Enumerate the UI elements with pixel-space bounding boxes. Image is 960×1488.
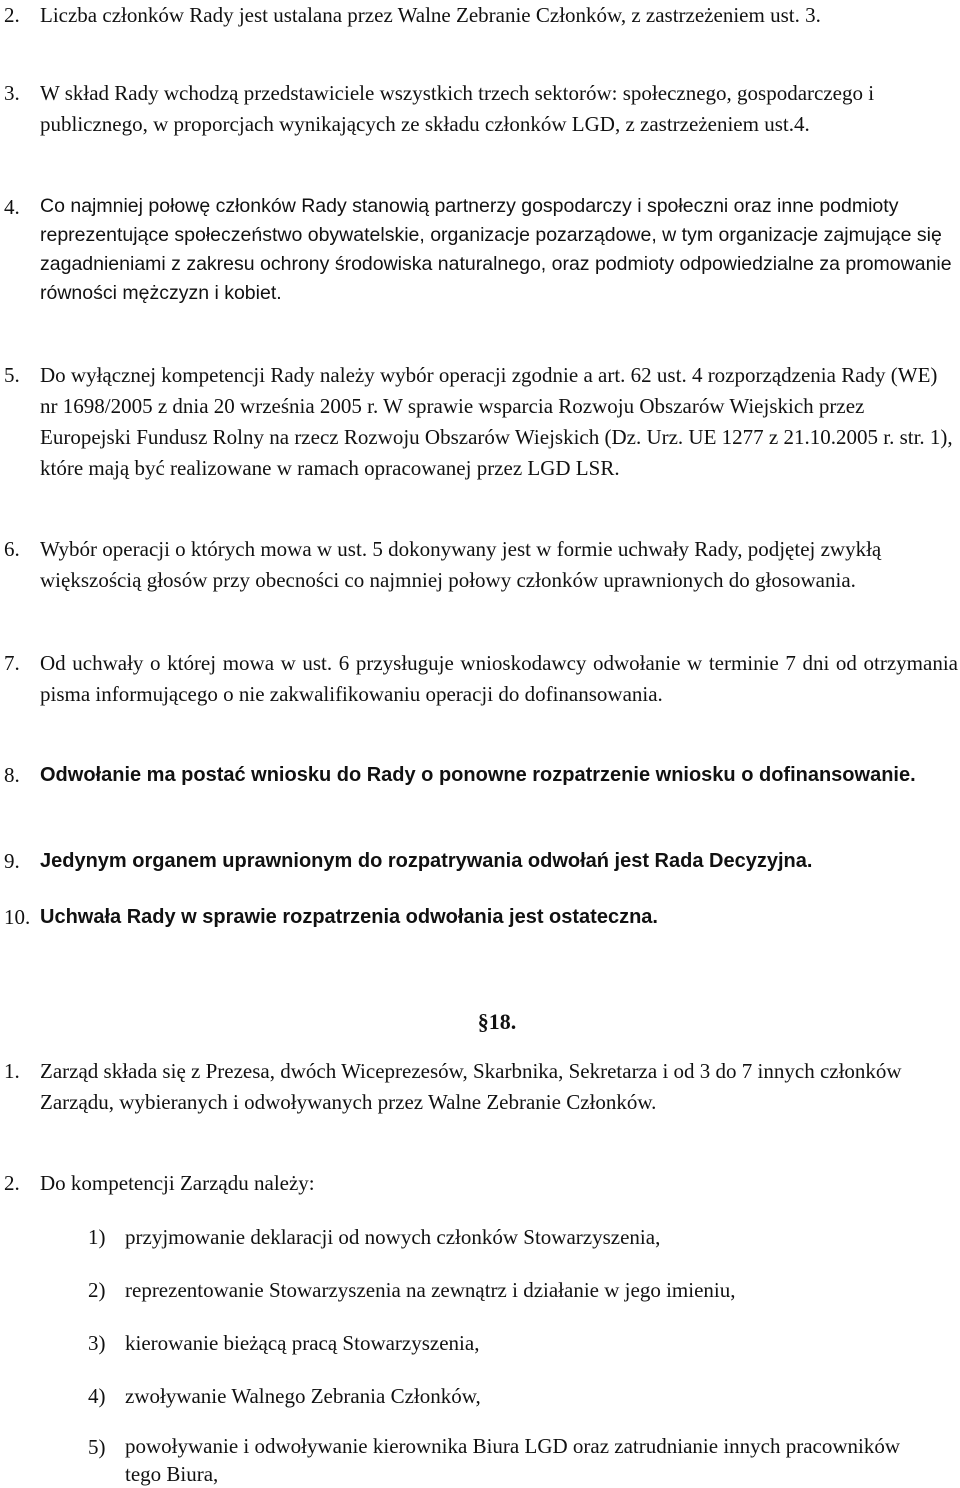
item-number: 2. bbox=[4, 3, 20, 27]
sub-item-number: 4) bbox=[88, 1384, 106, 1408]
item-number: 7. bbox=[4, 651, 20, 675]
sub-item-number: 2) bbox=[88, 1278, 106, 1302]
item-text: Do wyłącznej kompetencji Rady należy wybór operacji zgodnie a art. 62 ust. 4 rozporządzenia Rady (WE) nr 1698/2005 z dnia 20 września 2005 r. W sprawie wsparcia Rozwoju Obszarów Wiejskich przez Europejski Fundusz Rolny na rzecz Rozwoju Obszarów Wiejskich (Dz. Urz. UE 1277 z 21.10.2005 r. str. 1), które mają być realizowane w ramach opracowanej przez LGD LSR. bbox=[40, 363, 953, 480]
item-text: Wybór operacji o których mowa w ust. 5 dokonywany jest w formie uchwały Rady, podjętej zwykłą większością głosów przy obecności co najmniej połowy członków uprawnionych do głosowania. bbox=[40, 537, 882, 592]
item-text: Do kompetencji Zarządu należy: bbox=[40, 1171, 315, 1195]
sub-item-number: 5) bbox=[88, 1435, 106, 1459]
item-text: Jedynym organem uprawnionym do rozpatrywania odwołań jest Rada Decyzyjna. bbox=[40, 850, 813, 872]
item-number: 1. bbox=[4, 1059, 20, 1083]
item-number: 4. bbox=[4, 195, 20, 219]
item-text: Odwołanie ma postać wniosku do Rady o ponowne rozpatrzenie wniosku o dofinansowanie. bbox=[40, 764, 916, 786]
item-number: 5. bbox=[4, 363, 20, 387]
sub-item-text: kierowanie bieżącą pracą Stowarzyszenia, bbox=[125, 1331, 480, 1355]
item-text: Co najmniej połowę członków Rady stanowią partnerzy gospodarczy i społeczni oraz inne podmioty reprezentujące społeczeństwo obywatelskie, organizacje pozarządowe, w tym organizacje zajmujące się zagadnieniami z zakresu ochrony środowiska naturalnego, oraz podmioty odpowiedzialne za promowanie równości mężczyzn i kobiet. bbox=[40, 195, 952, 304]
sub-item-text: reprezentowanie Stowarzyszenia na zewnątrz i działanie w jego imieniu, bbox=[125, 1278, 736, 1302]
sub-item-text: powoływanie i odwoływanie kierownika Biura LGD oraz zatrudnianie innych pracowników tego Biura, bbox=[125, 1434, 901, 1486]
item-number: 3. bbox=[4, 81, 20, 105]
sub-item-number: 3) bbox=[88, 1331, 106, 1355]
item-number: 6. bbox=[4, 537, 20, 561]
item-text: Uchwała Rady w sprawie rozpatrzenia odwołania jest ostateczna. bbox=[40, 906, 658, 928]
sub-item-text: zwoływanie Walnego Zebrania Członków, bbox=[125, 1384, 481, 1408]
item-text: Liczba członków Rady jest ustalana przez Walne Zebranie Członków, z zastrzeżeniem ust. 3. bbox=[40, 3, 821, 27]
sub-item-text: przyjmowanie deklaracji od nowych członków Stowarzyszenia, bbox=[125, 1225, 661, 1249]
item-number: 10. bbox=[4, 905, 31, 929]
item-number: 8. bbox=[4, 763, 20, 787]
item-text: Zarząd składa się z Prezesa, dwóch Wiceprezesów, Skarbnika, Sekretarza i od 3 do 7 innych członków Zarządu, wybieranych i odwoływanych przez Walne Zebranie Członków. bbox=[40, 1059, 902, 1114]
item-number: 2. bbox=[4, 1171, 20, 1195]
section-heading: §18. bbox=[477, 1009, 517, 1034]
sub-item-number: 1) bbox=[88, 1225, 106, 1249]
item-text: W skład Rady wchodzą przedstawiciele wszystkich trzech sektorów: społecznego, gospodarczego i publicznego, w proporcjach wynikających ze składu członków LGD, z zastrzeżeniem ust.4. bbox=[40, 81, 875, 136]
item-text: Od uchwały o której mowa w ust. 6 przysługuje wnioskodawcy odwołanie w terminie 7 dni od otrzymania pisma informującego o nie zakwalifikowaniu operacji do dofinansowania. bbox=[40, 651, 958, 706]
item-number: 9. bbox=[4, 849, 20, 873]
